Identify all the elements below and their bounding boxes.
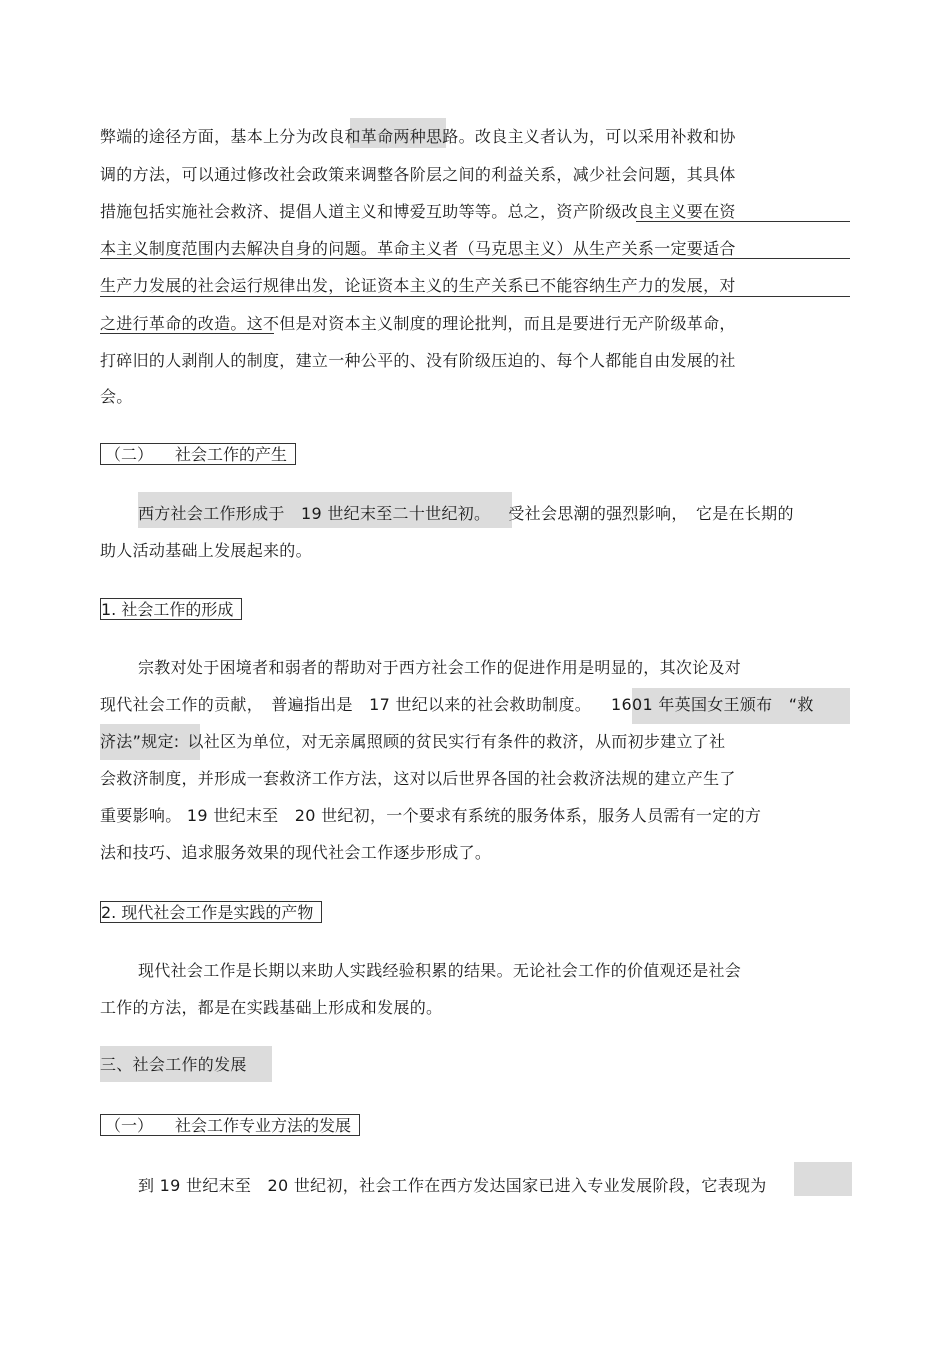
paragraph-line: 助人活动基础上发展起来的。 — [100, 541, 312, 560]
paragraph-line: 现代社会工作的贡献， 普遍指出是 17 世纪以来的社会救助制度。 1601 年英国女王颁布 “救 — [100, 695, 814, 714]
subsection-heading-practice: 2. 现代社会工作是实践的产物 — [100, 901, 322, 923]
heading-text: 社会工作的产生 — [175, 445, 288, 464]
highlight-shade — [794, 1162, 852, 1196]
paragraph-line: 生产力发展的社会运行规律出发，论证资本主义的生产关系已不能容纳生产力的发展，对 — [100, 276, 736, 295]
paragraph-line: 会救济制度，并形成一套救济工作方法，这对以后世界各国的社会救济法规的建立产生了 — [100, 769, 736, 788]
paragraph-line: 本主义制度范围内去解决自身的问题。革命主义者（马克思主义）从生产关系一定要适合 — [100, 239, 736, 258]
paragraph-line: 打碎旧的人剥削人的制度，建立一种公平的、没有阶级压迫的、每个人都能自由发展的社 — [100, 351, 736, 370]
section-heading-origin — [100, 443, 296, 465]
chapter-heading-development: 三、社会工作的发展 — [100, 1055, 247, 1074]
paragraph-line: 济法”规定: 以社区为单位，对无亲属照顾的贫民实行有条件的救济，从而初步建立了社 — [100, 732, 726, 751]
subsection-heading-formation: 1. 社会工作的形成 — [100, 598, 242, 620]
paragraph-line: 弊端的途径方面，基本上分为改良和革命两种思路。改良主义者认为，可以采用补救和协 — [100, 127, 736, 146]
paragraph-line: 到 19 世纪末至 20 世纪初，社会工作在西方发达国家已进入专业发展阶段，它表现为 — [138, 1176, 767, 1195]
paragraph-line: 西方社会工作形成于 19 世纪末至二十世纪初。 受社会思潮的强烈影响， 它是在长期的 — [138, 504, 794, 523]
highlighted-text: 济法”规定: — [100, 732, 180, 751]
paragraph-line: 调的方法，可以通过修改社会政策来调整各阶层之间的利益关系，减少社会问题，其具体 — [100, 165, 736, 184]
section-heading-methods — [100, 1114, 360, 1136]
heading-number: （二） — [105, 445, 154, 464]
highlighted-text: 西方社会工作形成于 19 世纪末至二十世纪初。 — [138, 504, 491, 523]
paragraph-line: 之进行革命的改造。这不但是对资本主义制度的理论批判，而且是要进行无产阶级革命， — [100, 314, 736, 333]
paragraph-line: 工作的方法，都是在实践基础上形成和发展的。 — [100, 998, 443, 1017]
paragraph-line: 法和技巧、追求服务效果的现代社会工作逐步形成了。 — [100, 843, 492, 862]
heading-text: 社会工作专业方法的发展 — [175, 1116, 352, 1135]
heading-number: （一） — [105, 1116, 154, 1135]
paragraph-line: 宗教对处于困境者和弱者的帮助对于西方社会工作的促进作用是明显的，其次论及对 — [138, 658, 742, 677]
paragraph-line: 措施包括实施社会救济、提倡人道主义和博爱互助等等。总之，资产阶级改良主义要在资 — [100, 202, 736, 221]
paragraph-line: 重要影响。 19 世纪末至 20 世纪初，一个要求有系统的服务体系，服务人员需有一定的方 — [100, 806, 762, 825]
paragraph-line: 会。 — [100, 387, 133, 406]
paragraph-line: 现代社会工作是长期以来助人实践经验积累的结果。无论社会工作的价值观还是社会 — [138, 961, 742, 980]
highlighted-text: 1601 年英国女王颁布 “救 — [611, 695, 814, 714]
